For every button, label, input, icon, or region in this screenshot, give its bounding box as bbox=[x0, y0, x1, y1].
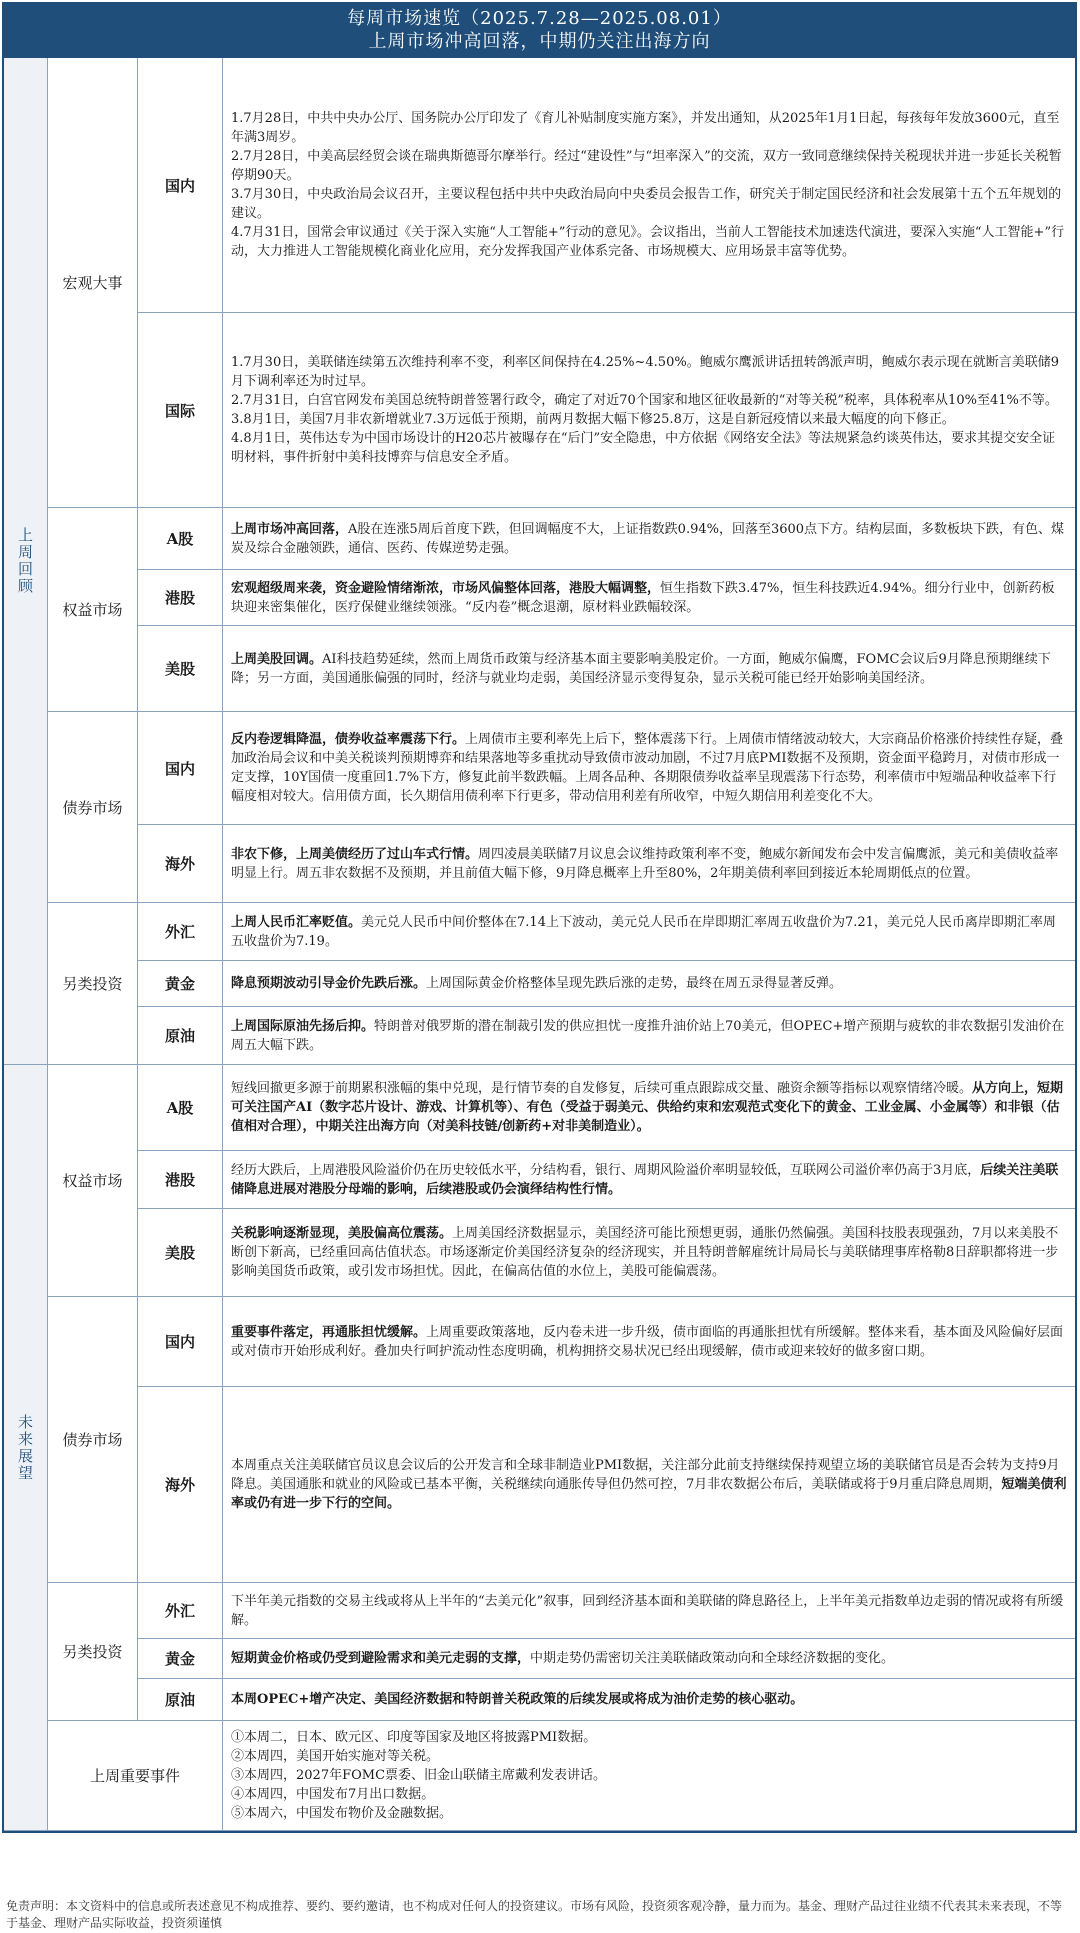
review-bond-domestic-content bbox=[223, 712, 1075, 825]
review-gold-highlight: 降息预期波动引导金价先跌后涨。 bbox=[231, 976, 427, 991]
macro-domestic-item: 3.7月30日，中央政治局会议召开，主要议程包括中共中央政治局向中央委员会报告工作，研究关于制定国民经济和社会发展第十五个五年规划的建议。 bbox=[231, 187, 1062, 221]
review-us-share-text: AI科技趋势延续，然而上周货币政策与经济基本面主要影响美股定价。一方面，鲍威尔偏鹰，FOMC会议后9月降息预期继续下降；另一方面，美国通胀偏强的同时，经济与就业均走弱，美国经济显示变得复杂，显示关税可能已经开始影响美国经济。 bbox=[231, 651, 1051, 686]
sub-label-bond-overseas-outlook: 海外 bbox=[138, 1387, 223, 1583]
review-us-share-content bbox=[223, 626, 1075, 712]
outlook-us-share-content bbox=[223, 1209, 1075, 1297]
key-event-item: ④本周四，中国发布7月出口数据。 bbox=[231, 1787, 435, 1802]
sub-label-gold-outlook: 黄金 bbox=[138, 1639, 223, 1679]
outlook-bond-domestic-highlight: 重要事件落定，再通胀担忧缓解。 bbox=[231, 1324, 427, 1340]
sub-label-bond-domestic-outlook: 国内 bbox=[138, 1297, 223, 1387]
macro-domestic-item: 2.7月28日，中美高层经贸会谈在瑞典斯德哥尔摩举行。经过“建设性”与“坦率深入”的交流，双方一致同意继续保持关税现状并进一步延长关税暂停期90天。 bbox=[231, 149, 1062, 183]
outlook-fx-text: 下半年美元指数的交易主线或将从上半年的“去美元化”叙事，回到经济基本面和美联储的降息路径上，上半年美元指数单边走弱的情况或将有所缓解。 bbox=[231, 1593, 1064, 1628]
review-fx-text: 美元兑人民币中间价整体在7.14上下波动，美元兑人民币在岸即期汇率周五收盘价为7.21，美元兑人民币离岸即期汇率周五收盘价为7.19。 bbox=[231, 914, 1056, 949]
review-us-share-highlight: 上周美股回调。 bbox=[231, 651, 323, 667]
key-event-item: ⑤本周六，中国发布物价及金融数据。 bbox=[231, 1806, 453, 1821]
review-fx-content bbox=[223, 903, 1075, 961]
review-bond-overseas-highlight: 非农下修，上周美债经历了过山车式行情。 bbox=[231, 846, 479, 862]
outlook-hk-share-content bbox=[223, 1151, 1075, 1209]
outlook-hk-share-text: 经历大跌后，上周港股风险溢价仍在历史较低水平，分结构看，银行、周期风险溢价率明显较低，互联网公司溢价率仍高于3月底， bbox=[231, 1162, 981, 1178]
sub-label-hk-share: 港股 bbox=[138, 570, 223, 626]
outlook-us-share-highlight: 关税影响逐渐显现，美股偏高位震荡。 bbox=[231, 1226, 453, 1241]
sub-label-oil-outlook: 原油 bbox=[138, 1679, 223, 1721]
sub-label-macro-international: 国际 bbox=[138, 313, 223, 508]
outlook-gold-text: 中期走势仍需密切关注美联储政策动向和全球经济数据的变化。 bbox=[530, 1651, 895, 1666]
sub-label-us-share: 美股 bbox=[138, 626, 223, 712]
sub-label-macro-domestic: 国内 bbox=[138, 58, 223, 313]
outlook-a-share-highlight: 从方向上，短期可关注国产AI（数字芯片设计、游戏、计算机等）、有色（受益于弱美元、供给约束和宏观范式变化下的黄金、工业金属、小金属等）和非银（估值相对合理），中期关注出海方向（对美科技链/创新药+对非美制造业）。 bbox=[231, 1081, 1064, 1134]
review-oil-content bbox=[223, 1007, 1075, 1065]
macro-international-item: 2.7月31日，白宫官网发布美国总统特朗普签署行政令，确定了对近70个国家和地区征收最新的“对等关税”税率，具体税率从10%至41%不等。 bbox=[231, 393, 1058, 408]
sub-label-hk-share-outlook: 港股 bbox=[138, 1151, 223, 1209]
outlook-gold-content bbox=[223, 1639, 1075, 1679]
review-a-share-text: A股在连涨5周后首度下跌，但回调幅度不大，上证指数跌0.94%，回落至3600点下方。结构层面，多数板块下跌，有色、煤炭及综合金融领跌，通信、医药、传媒逆势走强。 bbox=[231, 521, 1065, 556]
macro-international-content bbox=[223, 313, 1075, 508]
outlook-bond-overseas-content bbox=[223, 1387, 1075, 1583]
review-bond-overseas-text: 周四凌晨美联储7月议息会议维持政策利率不变，鲍威尔新闻发布会中发言偏鹰派，美元和美债收益率明显上行。周五非农数据不及预期，并且前值大幅下修，9月降息概率上升至80%，2年期美债利率回到接近本轮周期低点的位置。 bbox=[231, 846, 1059, 881]
content-grid bbox=[4, 58, 1075, 1831]
sub-label-gold: 黄金 bbox=[138, 961, 223, 1007]
key-event-item: ②本周四，美国开始实施对等关税。 bbox=[231, 1749, 440, 1764]
category-equity-review: 权益市场 bbox=[48, 508, 138, 712]
report-title: 每周市场速览（2025.7.28—2025.08.01） bbox=[347, 8, 732, 29]
macro-domestic-item: 1.7月28日，中共中央办公厅、国务院办公厅印发了《育儿补贴制度实施方案》，并发出通知，从2025年1月1日起，每孩每年发放3600元，直至年满3周岁。 bbox=[231, 111, 1060, 145]
key-event-item: ①本周二，日本、欧元区、印度等国家及地区将披露PMI数据。 bbox=[231, 1730, 597, 1745]
macro-domestic-content bbox=[223, 58, 1075, 313]
review-bond-domestic-highlight: 反内卷逻辑降温，债券收益率震荡下行。 bbox=[231, 732, 466, 747]
category-equity-outlook: 权益市场 bbox=[48, 1065, 138, 1297]
outlook-gold-highlight: 短期黄金价格或仍受到避险需求和美元走弱的支撑， bbox=[231, 1651, 531, 1666]
sub-label-a-share: A股 bbox=[138, 508, 223, 570]
sub-label-a-share-outlook: A股 bbox=[138, 1065, 223, 1151]
review-oil-text: 特朗普对俄罗斯的潜在制裁引发的供应担忧一度推升油价站上70美元，但OPEC+增产预期与疲软的非农数据引发油价在周五大幅下跌。 bbox=[231, 1018, 1065, 1053]
review-hk-share-text: 恒生指数下跌3.47%，恒生科技跌近4.94%。细分行业中，创新药板块迎来密集催化，医疗保健业继续领涨。“反内卷”概念退潮，原材料业跌幅较深。 bbox=[231, 580, 1055, 615]
outlook-bond-overseas-highlight: 短端美债利率或仍有进一步下行的空间。 bbox=[231, 1477, 1067, 1511]
weekly-market-table bbox=[2, 2, 1077, 1833]
outlook-fx-content bbox=[223, 1583, 1075, 1639]
review-oil-highlight: 上周国际原油先扬后抑。 bbox=[231, 1018, 375, 1034]
outlook-hk-share-highlight: 后续关注美联储降息进展对港股分母端的影响，后续港股或仍会演绎结构性行情。 bbox=[231, 1162, 1059, 1197]
outlook-us-share-text: 上周美国经济数据显示，美国经济可能比预想更弱，通胀仍然偏强。美国科技股表现强劲，7月以来美股不断创下新高，已经重回高估值状态。市场逐渐定价美国经济复杂的经济现实，并且特朗普解雇统计局局长与美联储理事库格勒8日辞职都将进一步影响美国货币政策，或引发市场担忧。因此，在偏高估值的水位上，美股可能偏震荡。 bbox=[231, 1226, 1059, 1279]
outlook-a-share-content bbox=[223, 1065, 1075, 1151]
category-bond-outlook: 债券市场 bbox=[48, 1297, 138, 1583]
macro-domestic-item: 4.7月31日，国常会审议通过《关于深入实施“人工智能+”行动的意见》。会议指出，当前人工智能技术加速迭代演进，要深入实施“人工智能+”行动，大力推进人工智能规模化商业化应用，充分发挥我国产业体系完备、市场规模大、应用场景丰富等优势。 bbox=[231, 225, 1065, 259]
key-events-content bbox=[223, 1721, 1075, 1831]
review-bond-overseas-content bbox=[223, 825, 1075, 903]
table-header bbox=[4, 4, 1075, 58]
outlook-oil-highlight: 本周OPEC+增产决定、美国经济数据和特朗普关税政策的后续发展或将成为油价走势的核心驱动。 bbox=[231, 1692, 804, 1707]
macro-international-item: 1.7月30日，美联储连续第五次维持利率不变，利率区间保持在4.25%~4.50%。鲍威尔鹰派讲话扭转鸽派声明，鲍威尔表示现在就断言美联储9月下调利率还为时过早。 bbox=[231, 355, 1059, 389]
sub-label-bond-domestic: 国内 bbox=[138, 712, 223, 825]
review-a-share-content bbox=[223, 508, 1075, 570]
review-hk-share-content bbox=[223, 570, 1075, 626]
disclaimer: 免责声明：本文资料中的信息或所表述意见不构成推荐、要约、要约邀请，也不构成对任何人的投资建议。市场有风险，投资须客观冷静，量力而为。基金、理财产品过往业绩不代表其未来表现，不等于基金、理财产品实际收益，投资须谨慎 bbox=[6, 1899, 1063, 1930]
review-a-share-highlight: 上周市场冲高回落， bbox=[231, 521, 349, 537]
section-label-outlook: 未来展望 bbox=[4, 1065, 48, 1831]
report-subtitle: 上周市场冲高回落，中期仍关注出海方向 bbox=[368, 31, 711, 52]
review-hk-share-highlight: 宏观超级周来袭，资金避险情绪渐浓，市场风偏整体回落，港股大幅调整， bbox=[231, 580, 661, 596]
sub-label-us-share-outlook: 美股 bbox=[138, 1209, 223, 1297]
category-macro: 宏观大事 bbox=[48, 58, 138, 508]
outlook-oil-content bbox=[223, 1679, 1075, 1721]
review-bond-domestic-text: 上周债市主要利率先上后下，整体震荡下行。上周债市情绪波动较大，大宗商品价格涨价持续性存疑，叠加政治局会议和中美关税谈判预期博弈和结果落地等多重扰动导致债市波动加剧，不过7月底PMI数据不及预期，资金面平稳跨月，对债市形成一定支撑，10Y国债一度重回1.7%下方，修复此前半数跌幅。上周各品种、各期限债券收益率呈现震荡下行态势，利率债市中短端品种收益率下行幅度相对较大。信用债方面，长久期信用债利率下行更多，带动信用利差有所收窄，中短久期信用利差变化不大。 bbox=[231, 732, 1064, 804]
outlook-bond-overseas-text: 本周重点关注美联储官员议息会议后的公开发言和全球非制造业PMI数据，关注部分此前支持继续保持观望立场的美联储官员是否会转为支持9月降息。美国通胀和就业的风险或已基本平衡，关税继续向通胀传导但仍然可控，7月非农数据公布后，美联储或将于9月重启降息周期， bbox=[231, 1458, 1060, 1492]
outlook-bond-domestic-text: 上周重要政策落地，反内卷未进一步升级，债市面临的再通胀担忧有所缓解。整体来看，基本面及风险偏好层面或对债市开始形成利好。叠加央行呵护流动性态度明确，机构拥挤交易状况已经出现缓解，债市或迎来较好的做多窗口期。 bbox=[231, 1324, 1064, 1359]
outlook-bond-domestic-content bbox=[223, 1297, 1075, 1387]
category-key-events: 上周重要事件 bbox=[48, 1721, 223, 1831]
category-bond-review: 债券市场 bbox=[48, 712, 138, 903]
key-event-item: ③本周四，2027年FOMC票委、旧金山联储主席戴利发表讲话。 bbox=[231, 1768, 607, 1783]
sub-label-fx: 外汇 bbox=[138, 903, 223, 961]
review-gold-content bbox=[223, 961, 1075, 1007]
sub-label-fx-outlook: 外汇 bbox=[138, 1583, 223, 1639]
outlook-a-share-text: 短线回撤更多源于前期累积涨幅的集中兑现，是行情节奏的自发修复，后续可重点跟踪成交量、融资余额等指标以观察情绪冷暖。 bbox=[231, 1081, 973, 1096]
macro-international-item: 3.8月1日，美国7月非农新增就业7.3万远低于预期，前两月数据大幅下修25.8万，这是自新冠疫情以来最大幅度的向下修正。 bbox=[231, 412, 955, 427]
review-fx-highlight: 上周人民币汇率贬值。 bbox=[231, 914, 362, 930]
category-alt-review: 另类投资 bbox=[48, 903, 138, 1065]
section-label-review: 上周回顾 bbox=[4, 58, 48, 1065]
sub-label-bond-overseas: 海外 bbox=[138, 825, 223, 903]
sub-label-oil: 原油 bbox=[138, 1007, 223, 1065]
macro-international-item: 4.8月1日，英伟达专为中国市场设计的H20芯片被曝存在“后门”安全隐患，中方依据《网络安全法》等法规紧急约谈英伟达，要求其提交安全证明材料，事件折射中美科技博弈与信息安全矛盾。 bbox=[231, 431, 1056, 465]
review-gold-text: 上周国际黄金价格整体呈现先跌后涨的走势，最终在周五录得显著反弹。 bbox=[426, 976, 843, 991]
category-alt-outlook: 另类投资 bbox=[48, 1583, 138, 1721]
